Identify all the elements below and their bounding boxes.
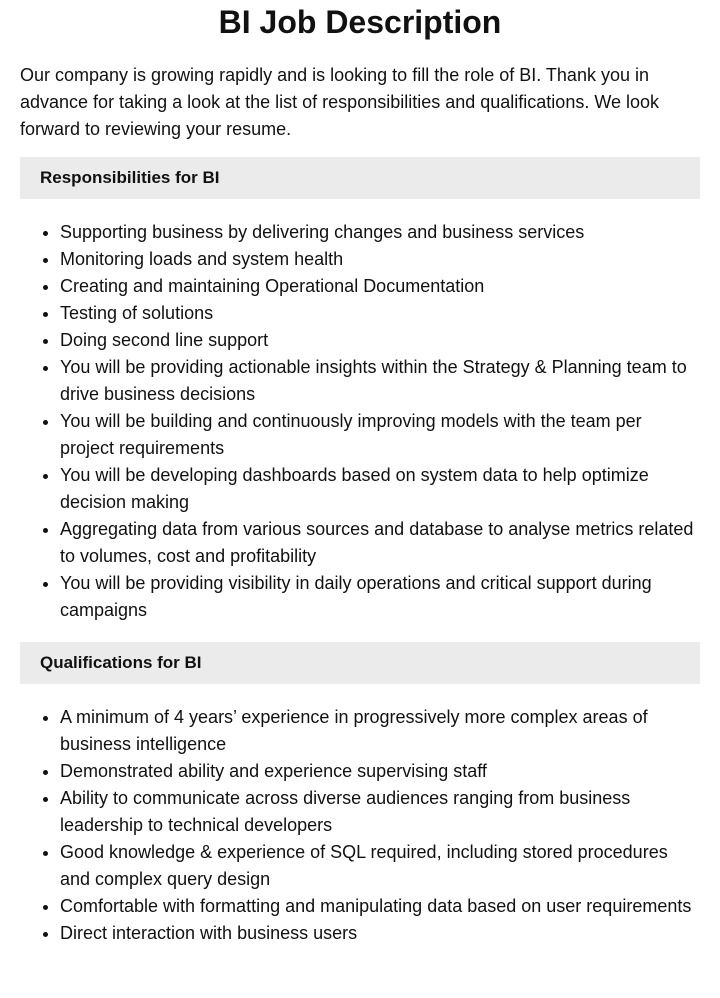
list-item: • You will be developing dashboards based on system data to help optimize decision making	[60, 462, 700, 516]
list-item: • Creating and maintaining Operational Documentation	[60, 273, 700, 300]
list-item: • Comfortable with formatting and manipulating data based on user requirements	[60, 893, 700, 920]
list-item: • Good knowledge & experience of SQL required, including stored procedures and complex query design	[60, 839, 700, 893]
responsibilities-list	[20, 219, 700, 624]
qualifications-list	[20, 704, 700, 947]
list-item: • Monitoring loads and system health	[60, 246, 700, 273]
list-item: • Aggregating data from various sources and database to analyse metrics related to volumes, cost and profitability	[60, 516, 700, 570]
page-title: BI Job Description	[218, 4, 502, 40]
intro-text: Our company is growing rapidly and is looking to fill the role of BI. Thank you in advance for taking a look at the list of responsibilities and qualifications. We look forward to reviewing your resume.	[20, 65, 660, 139]
list-item: • Supporting business by delivering changes and business services	[60, 219, 700, 246]
list-item: • Direct interaction with business users	[60, 920, 700, 947]
list-item: • You will be building and continuously improving models with the team per project requirements	[60, 408, 700, 462]
list-item: • You will be providing actionable insights within the Strategy & Planning team to drive business decisions	[60, 354, 700, 408]
responsibilities-heading: Responsibilities for BI	[20, 157, 700, 199]
list-item: • Doing second line support	[60, 327, 700, 354]
list-item: • Ability to communicate across diverse audiences ranging from business leadership to technical developers	[60, 785, 700, 839]
list-item: • A minimum of 4 years’ experience in progressively more complex areas of business intelligence	[60, 704, 700, 758]
list-item: • Demonstrated ability and experience supervising staff	[60, 758, 700, 785]
list-item: • Testing of solutions	[60, 300, 700, 327]
qualifications-heading: Qualifications for BI	[20, 642, 700, 684]
list-item: • You will be providing visibility in daily operations and critical support during campaigns	[60, 570, 700, 624]
